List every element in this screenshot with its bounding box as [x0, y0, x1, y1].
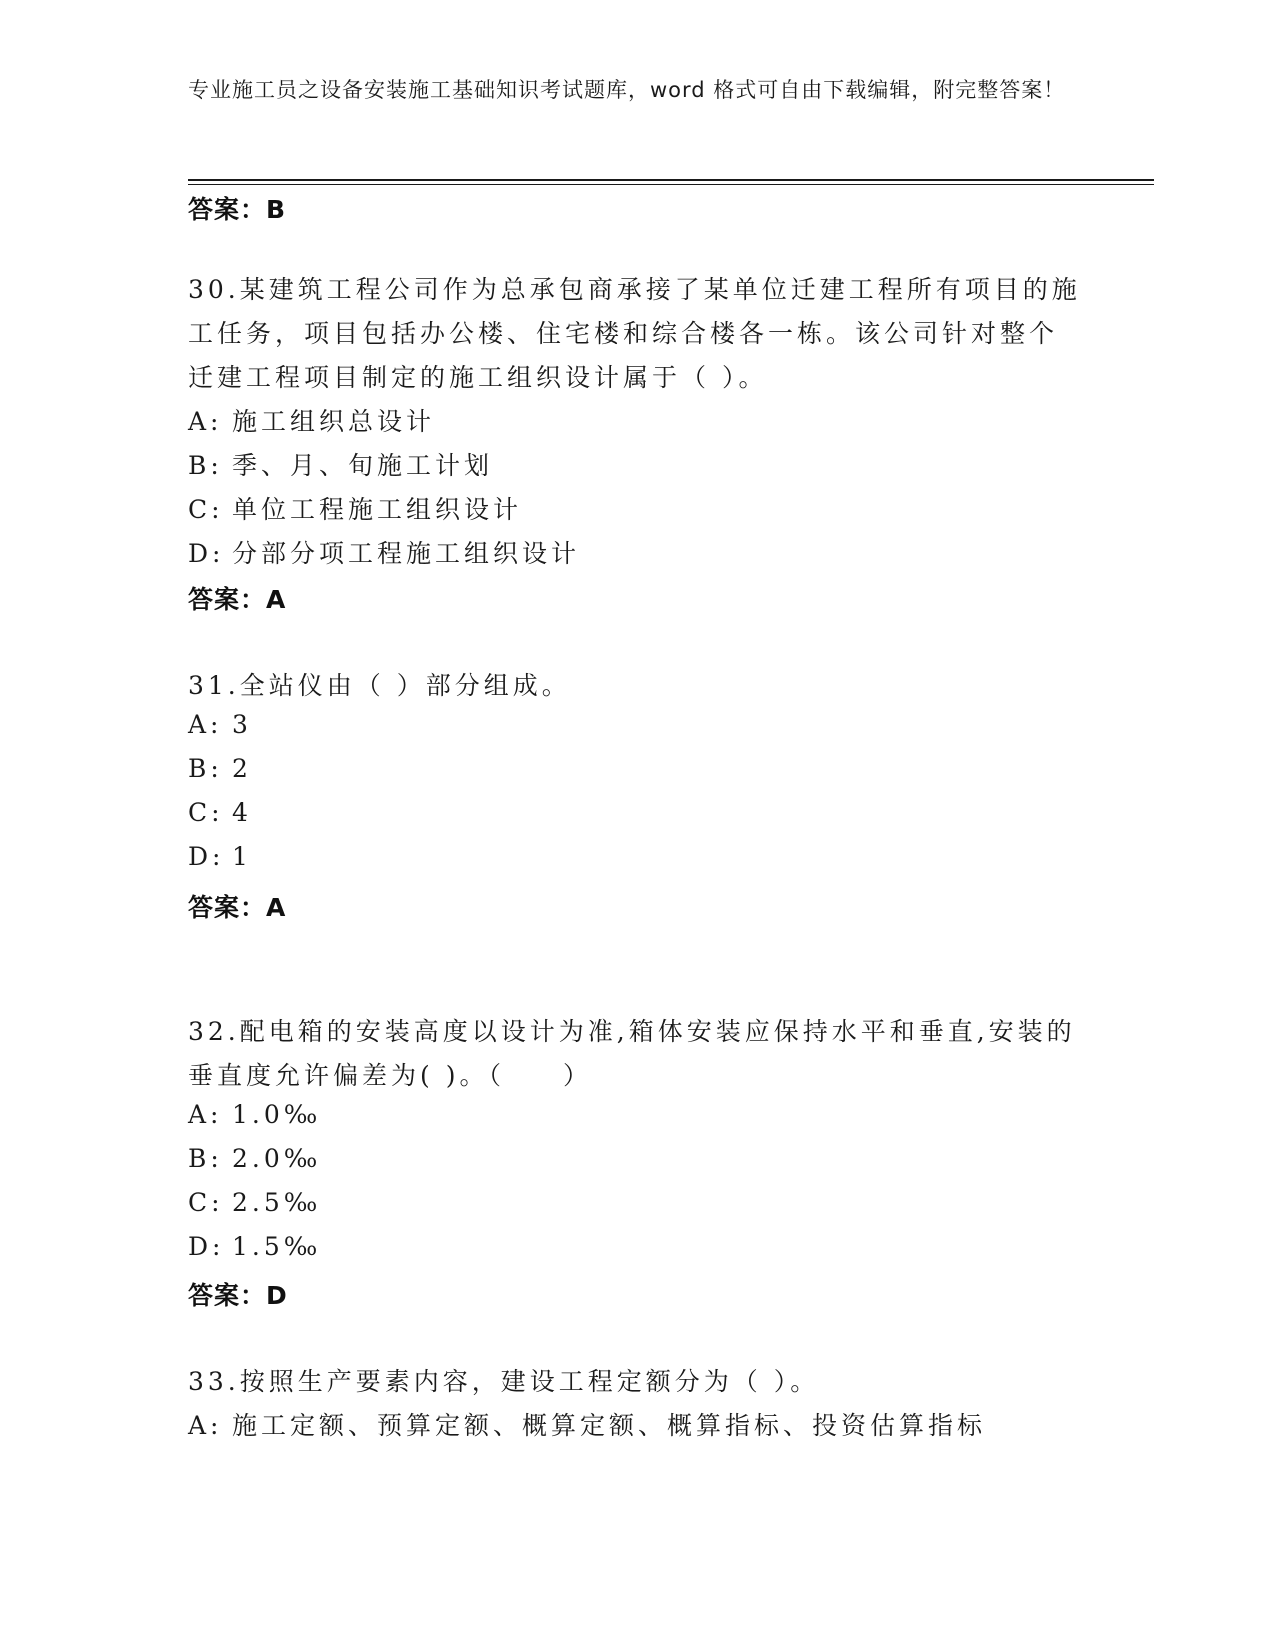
option-d: [188, 534, 580, 570]
option-c: [188, 490, 522, 526]
option-text: 2: [232, 754, 252, 783]
option-d: [188, 842, 252, 871]
question-stem-line: 31.全站仪由（ ）部分组成。: [188, 671, 571, 700]
prev-answer: 答案：B: [188, 195, 287, 224]
option-label: B:: [188, 1144, 223, 1173]
option-text: 2.0‰: [232, 1144, 322, 1173]
option-label: D:: [188, 1232, 225, 1261]
question-stem-line: 30.某建筑工程公司作为总承包商承接了某单位迁建工程所有项目的施: [188, 275, 1081, 304]
option-b: [188, 1144, 321, 1173]
answer: 答案：D: [188, 1281, 288, 1310]
question-stem-line: 工任务，项目包括办公楼、住宅楼和综合楼各一栋。该公司针对整个: [188, 319, 1059, 348]
option-text: 2.5‰: [232, 1188, 322, 1217]
option-text: 4: [232, 798, 252, 827]
option-label: C:: [188, 495, 224, 524]
option-label: B:: [188, 451, 223, 480]
option-label: D:: [188, 539, 225, 568]
option-c: [188, 798, 252, 827]
option-a: [188, 710, 252, 739]
option-a: [188, 1406, 986, 1442]
option-text: 3: [232, 710, 252, 739]
option-text: 施工组织总设计: [232, 407, 436, 436]
answer: 答案：A: [188, 585, 287, 614]
option-text: 单位工程施工组织设计: [232, 495, 523, 524]
option-label: A:: [188, 407, 223, 436]
option-label: A:: [188, 710, 223, 739]
option-a: [188, 402, 435, 438]
option-text: 分部分项工程施工组织设计: [232, 539, 581, 568]
option-text: 1.5‰: [232, 1232, 322, 1261]
header-rule-thin: [188, 184, 1154, 185]
question-stem-line: 32.配电箱的安装高度以设计为准,箱体安装应保持水平和垂直,安装的: [188, 1017, 1076, 1046]
option-text: 1.0‰: [232, 1100, 322, 1129]
option-label: A:: [188, 1100, 223, 1129]
question-stem-line: 迁建工程项目制定的施工组织设计属于（ ）。: [188, 363, 768, 392]
option-b: [188, 754, 252, 783]
option-c: [188, 1188, 321, 1217]
option-label: C:: [188, 1188, 224, 1217]
question-stem-line: 33.按照生产要素内容，建设工程定额分为（ ）。: [188, 1367, 820, 1396]
option-label: A:: [188, 1411, 223, 1440]
option-text: 季、月、旬施工计划: [232, 451, 494, 480]
question-stem-line: 垂直度允许偏差为( )。（ ）: [188, 1061, 592, 1090]
option-text: 施工定额、预算定额、概算定额、概算指标、投资估算指标: [232, 1411, 987, 1440]
option-b: [188, 446, 493, 482]
option-a: [188, 1100, 321, 1129]
option-d: [188, 1232, 321, 1261]
option-text: 1: [232, 842, 252, 871]
header-rule-thick: [188, 179, 1154, 181]
document-header: 专业施工员之设备安装施工基础知识考试题库，word 格式可自由下载编辑，附完整答案！: [188, 78, 1066, 102]
option-label: C:: [188, 798, 224, 827]
answer: 答案：A: [188, 893, 287, 922]
option-label: D:: [188, 842, 225, 871]
option-label: B:: [188, 754, 223, 783]
